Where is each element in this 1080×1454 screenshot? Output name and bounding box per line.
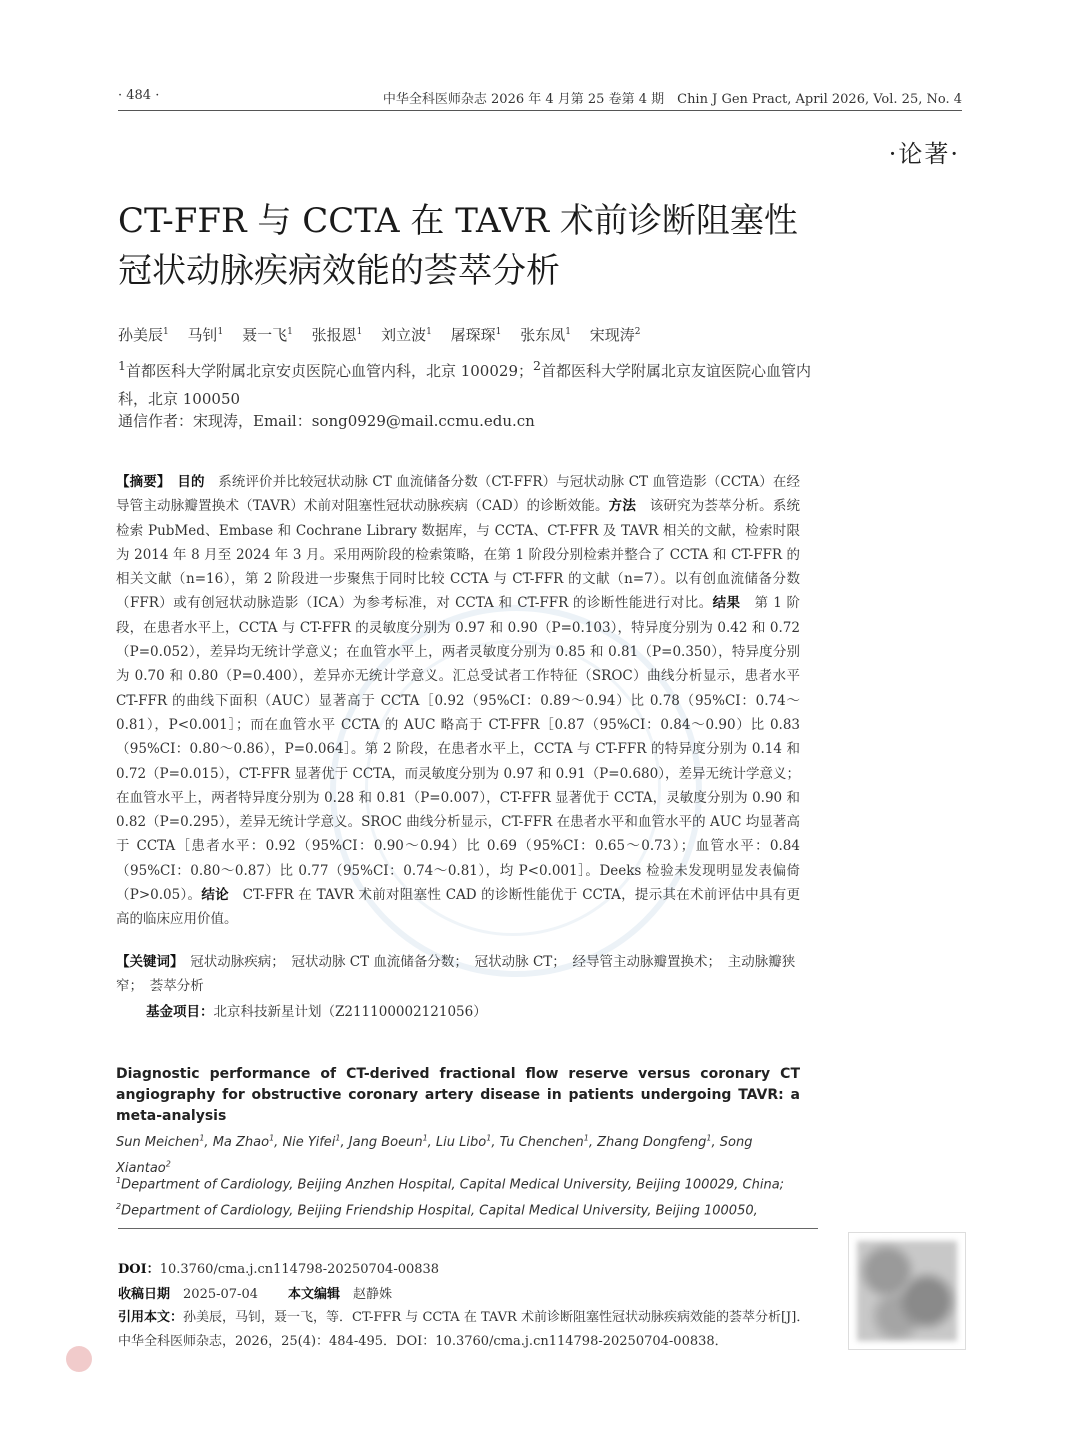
section-tag: ·论著·	[888, 140, 960, 168]
page-number: · 484 ·	[118, 88, 160, 103]
english-author: Jang Boeun$^1$,	[348, 1134, 436, 1151]
footer-rule	[118, 1228, 818, 1229]
methods-label: 方法	[608, 498, 637, 515]
author: 宋现涛$^2$	[589, 326, 641, 344]
objective-text: 系统评价并比较冠状动脉 CT 血流储备分数（CT-FFR）与冠状动脉 CT 血管造影（CCTA）在经导管主动脉瓣置换术（TAVR）术前对阻塞性冠状动脉疾病（CAD）的诊断效能。	[116, 474, 801, 515]
doi-link[interactable]: 10.3760/cma.j.cn114798-20250704-00838	[159, 1262, 440, 1277]
publisher-logo-icon	[66, 1346, 92, 1372]
author: 马钊$^1$	[187, 326, 224, 344]
doi-label: DOI：	[118, 1262, 160, 1277]
fund-text: 北京科技新星计划（Z211100002121056）	[213, 1004, 487, 1020]
author: 张东凤$^1$	[520, 326, 571, 344]
english-affiliations: $^1$Department of Cardiology, Beijing Anzhen Hospital, Capital Medical University, Beijing 100029, China; $^2$Department of Cardiology, Beijing Friendship Hospital, Capital Medical University, Beijing 100050,	[116, 1176, 785, 1219]
affiliations: $^1$首都医科大学附属北京安贞医院心血管内科，北京 100029；$^2$首都医科大学附属北京友谊医院心血管内科，北京 100050	[118, 358, 811, 408]
author: 刘立波$^1$	[381, 326, 432, 344]
abstract-label: 【摘要】	[116, 474, 164, 490]
title-line-1: CT-FFR 与 CCTA 在 TAVR 术前诊断阻塞性	[118, 201, 798, 241]
keywords	[116, 950, 804, 998]
english-author: Nie Yifei$^1$,	[282, 1134, 349, 1151]
author: 聂一飞$^1$	[242, 326, 293, 344]
qr-code-image	[848, 1232, 966, 1350]
author: 屠琛琛$^1$	[450, 326, 502, 344]
journal-citation-line: 中华全科医师杂志 2026 年 4 月第 25 卷第 4 期 Chin J Gen Pract, April 2026, Vol. 25, No. 4	[382, 92, 962, 107]
english-author: Tu Chenchen$^1$,	[499, 1134, 598, 1151]
article-title	[118, 196, 898, 296]
cite-label: 引用本文：	[118, 1310, 184, 1325]
author: 孙美辰$^1$	[118, 326, 169, 344]
publisher-logo-watermark	[66, 1346, 92, 1372]
english-author: Song Xiantao$^2$	[116, 1135, 753, 1176]
results-label: 结果	[712, 595, 741, 612]
fund	[146, 1000, 487, 1020]
english-author: Zhang Dongfeng$^1$,	[597, 1134, 720, 1151]
objective-label: 目的	[177, 474, 205, 490]
english-author: Ma Zhao$^1$,	[212, 1134, 283, 1151]
author: 张报恩$^1$	[311, 326, 363, 344]
qr-code-blurred	[857, 1241, 957, 1341]
english-title: Diagnostic performance of CT-derived fractional flow reserve versus coronary CT angiography for obstructive coronary artery disease in patients undergoing TAVR: a meta-analysis	[116, 1066, 800, 1124]
methods-text: 该研究为荟萃分析。系统检索 PubMed、Embase 和 Cochrane Library 数据库，与 CCTA、CT-FFR 及 TAVR 相关的文献，检索时限为 2014 年 8 月至 2024 年 3 月。采用两阶段的检索策略，在第 1 阶段分别检索并整合了 CCTA 和 CT-FFR 的相关文献（n=16），第 2 阶段进一步聚焦于同时比较 CCTA 与 CT-FFR 的文献（n=7）。以有创血流储备分数（FFR）或有创冠状动脉造影（ICA）为参考标准，对 CCTA 和 CT-FFR 的诊断性能进行对比。	[116, 498, 801, 612]
doi-line	[118, 1258, 439, 1277]
header-rule	[118, 110, 962, 111]
keywords-text: 冠状动脉疾病； 冠状动脉 CT 血流储备分数； 冠状动脉 CT； 经导管主动脉瓣置换术； 主动脉瓣狭窄； 荟萃分析	[116, 954, 796, 994]
cite-text: 孙美辰，马钊，聂一飞，等．CT-FFR 与 CCTA 在 TAVR 术前诊断阻塞性冠状动脉疾病效能的荟萃分析[J]．中华全科医师杂志，2026，25(4)：484-495．DOI：10.3760/cma.j.cn114798-20250704-00838．	[118, 1310, 810, 1349]
received-editor-line: 收稿日期 2025-07-04 本文编辑 赵静姝	[118, 1287, 393, 1302]
results-text: 第 1 阶段，在患者水平上，CCTA 与 CT-FFR 的灵敏度分别为 0.97 和 0.90（P=0.103），特异度分别为 0.42 和 0.72（P=0.052），差异均无统计学意义；在血管水平上，两者灵敏度分别为 0.85 和 0.81（P=0.350），特异度分别为 0.70 和 0.80（P=0.400），差异亦无统计学意义。汇总受试者工作特征（SROC）曲线分析显示，患者水平 CT-FFR 的曲线下面积（AUC）显著高于 CCTA［0.92（95%CI：0.89～0.94）比 0.78（95%CI：0.74～0.81），P<0.001］；而在血管水平 CCTA 的 AUC 略高于 CT-FFR［0.87（95%CI：0.84～0.90）比 0.83（95%CI：0.80～0.86），P=0.064］。第 2 阶段，在患者水平上，CCTA 与 CT-FFR 的特异度分别为 0.14 和 0.72（P=0.015），CT-FFR 显著优于 CCTA，而灵敏度分别为 0.97 和 0.91（P=0.680），差异无统计学意义；在血管水平上，两者特异度分别为 0.28 和 0.81（P=0.007），CT-FFR 显著优于 CCTA，灵敏度分别为 0.90 和 0.82（P=0.295），差异无统计学意义。SROC 曲线分析显示，CT-FFR 在患者水平和血管水平的 AUC 均显著高于 CCTA［患者水平：0.92（95%CI：0.90～0.94）比 0.69（95%CI：0.65～0.73）；血管水平：0.84（95%CI：0.80～0.87）比 0.77（95%CI：0.74～0.81），均 P<0.001］。Deeks 检验未发现明显发表偏倚（P>0.05）。	[116, 595, 801, 904]
keywords-label: 【关键词】	[116, 954, 177, 970]
english-author: Sun Meichen$^1$,	[116, 1134, 213, 1151]
abstract	[116, 470, 800, 932]
english-author: Liu Libo$^1$,	[435, 1134, 500, 1151]
running-header	[118, 88, 962, 108]
title-line-2: 冠状动脉疾病效能的荟萃分析	[118, 251, 560, 291]
citation	[118, 1306, 818, 1354]
author-list	[118, 324, 918, 345]
fund-label: 基金项目：	[146, 1004, 214, 1020]
conclusion-text: CT-FFR 在 TAVR 术前对阻塞性 CAD 的诊断性能优于 CCTA，提示其在术前评估中具有更高的临床应用价值。	[116, 887, 800, 928]
corresponding-author: 通信作者：宋现涛，Email：song0929@mail.ccmu.edu.cn	[118, 412, 535, 430]
conclusion-label: 结论	[201, 887, 229, 904]
